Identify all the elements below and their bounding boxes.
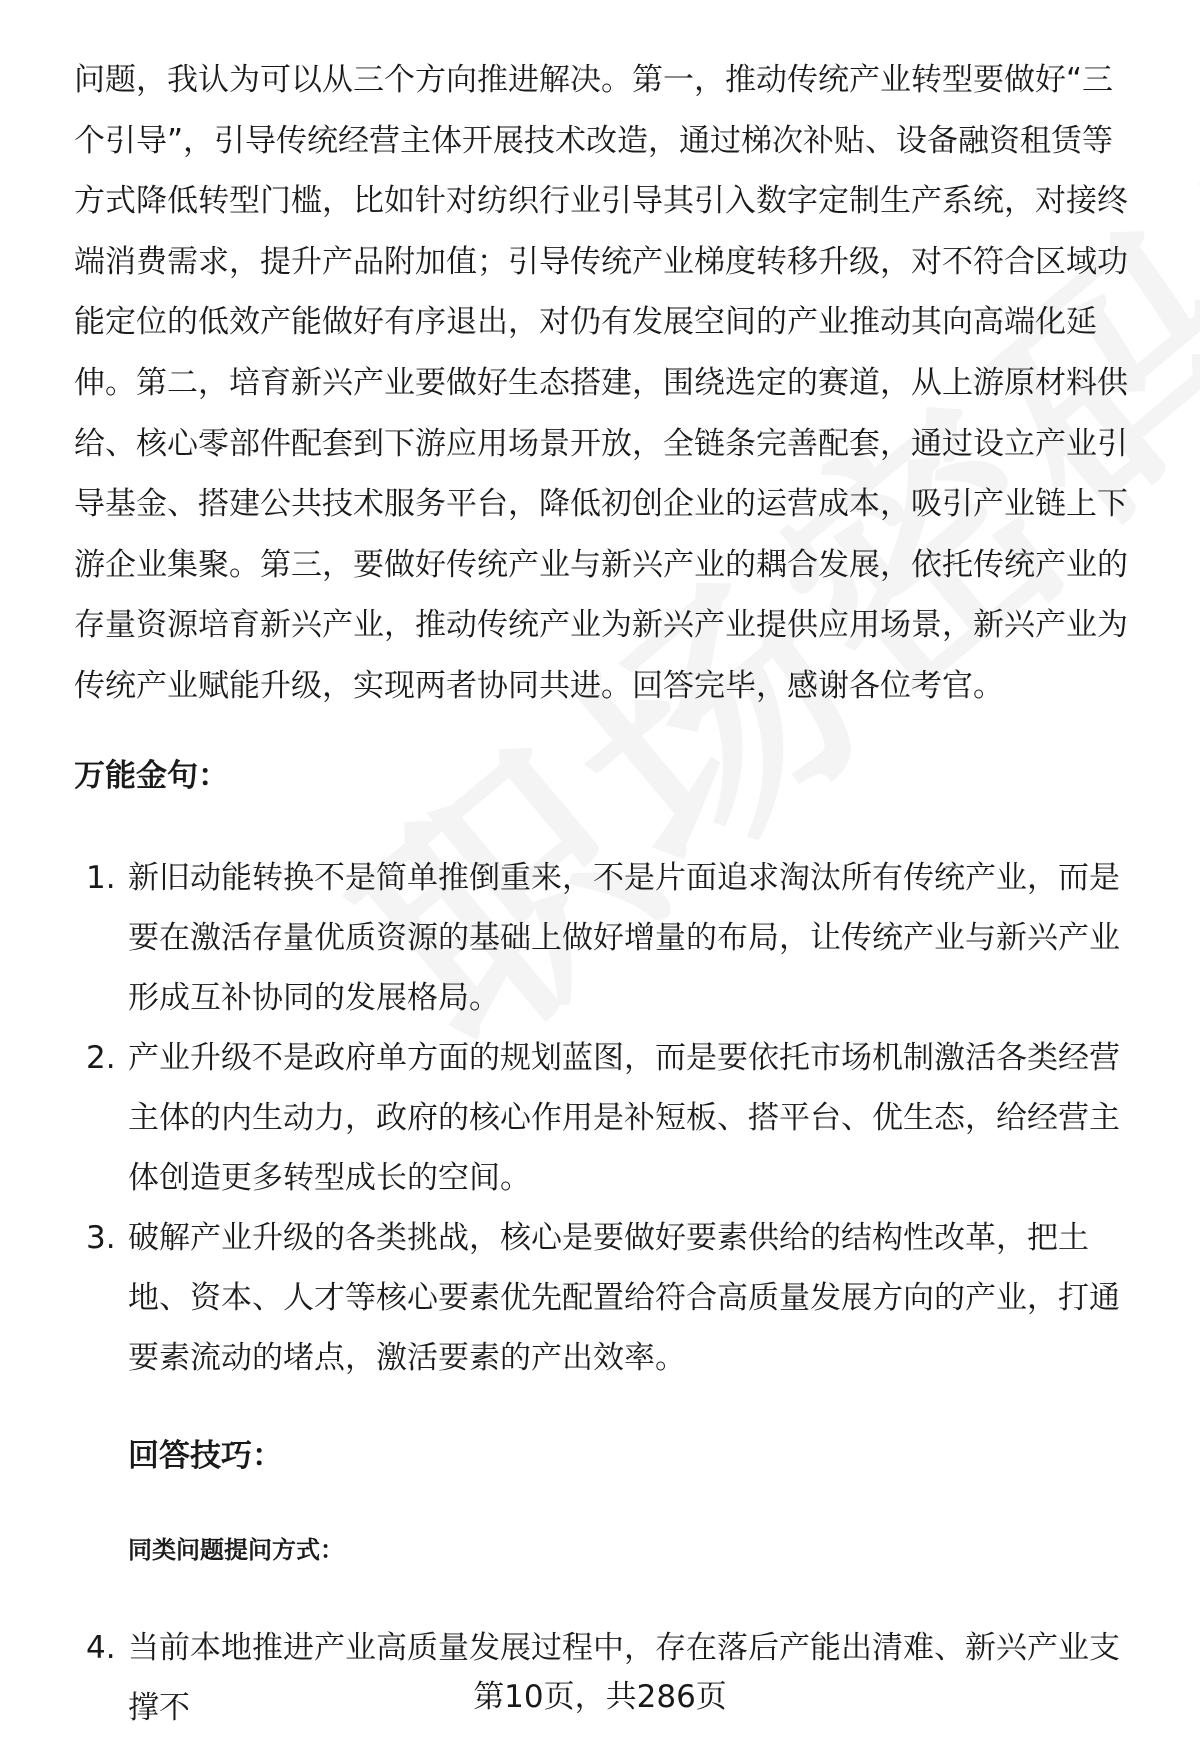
answer-tips-heading: 回答技巧： [128,1438,283,1474]
list-item-number: 3. [86,1220,116,1256]
answer-paragraph: 问题，我认为可以从三个方向推进解决。第一，推动传统产业转型要做好“三个引导”，引导传统经营主体开展技术改造，通过梯次补贴、设备融资租赁等方式降低转型门槛，比如针对纺织行业引导其引入数字定制生产系统，对接终端消费需求，提升产品附加值；引导传统产业梯度转移升级，对不符合区域功能定位的低效产能做好有序退出，对仍有发展空间的产业推动其向高端化延伸。第二，培育新兴产业要做好生态搭建，围绕选定的赛道，从上游原材料供给、核心零部件配套到下游应用场景开放，全链条完善配套，通过设立产业引导基金、搭建公共技术服务平台，降低初创企业的运营成本，吸引产业链上下游企业集聚。第三，要做好传统产业与新兴产业的耦合发展，依托传统产业的存量资源培育新兴产业，推动传统产业为新兴产业提供应用场景，新兴产业为传统产业赋能升级，实现两者协同共进。回答完毕，感谢各位考官。 [74,62,1128,704]
list-item [74,1208,1144,1388]
list-item-number: 4. [86,1630,116,1666]
list-item [74,1028,1144,1208]
similar-questions-heading: 同类问题提问方式： [128,1536,344,1564]
list-item-text: 新旧动能转换不是简单推倒重来，不是片面追求淘汰所有传统产业，而是要在激活存量优质资源的基础上做好增量的布局，让传统产业与新兴产业形成互补协同的发展格局。 [128,860,1120,1016]
list-item-text: 产业升级不是政府单方面的规划蓝图，而是要依托市场机制激活各类经营主体的内生动力，政府的核心作用是补短板、搭平台、优生态，给经营主体创造更多转型成长的空间。 [128,1040,1120,1196]
golden-sentences-list [74,848,1144,1388]
golden-sentences-heading: 万能金句： [74,758,229,794]
list-item [74,848,1144,1028]
list-item-number: 2. [86,1040,116,1076]
list-item-number: 1. [86,860,116,896]
list-item-text: 破解产业升级的各类挑战，核心是要做好要素供给的结构性改革，把土地、资本、人才等核心要素优先配置给符合高质量发展方向的产业，打通要素流动的堵点，激活要素的产出效率。 [128,1220,1120,1376]
page-number-footer: 第10页，共286页 [473,1679,727,1715]
list-item-text: 当前本地推进产业高质量发展过程中，存在落后产能出清难、新兴产业支撑不 [128,1630,1120,1726]
